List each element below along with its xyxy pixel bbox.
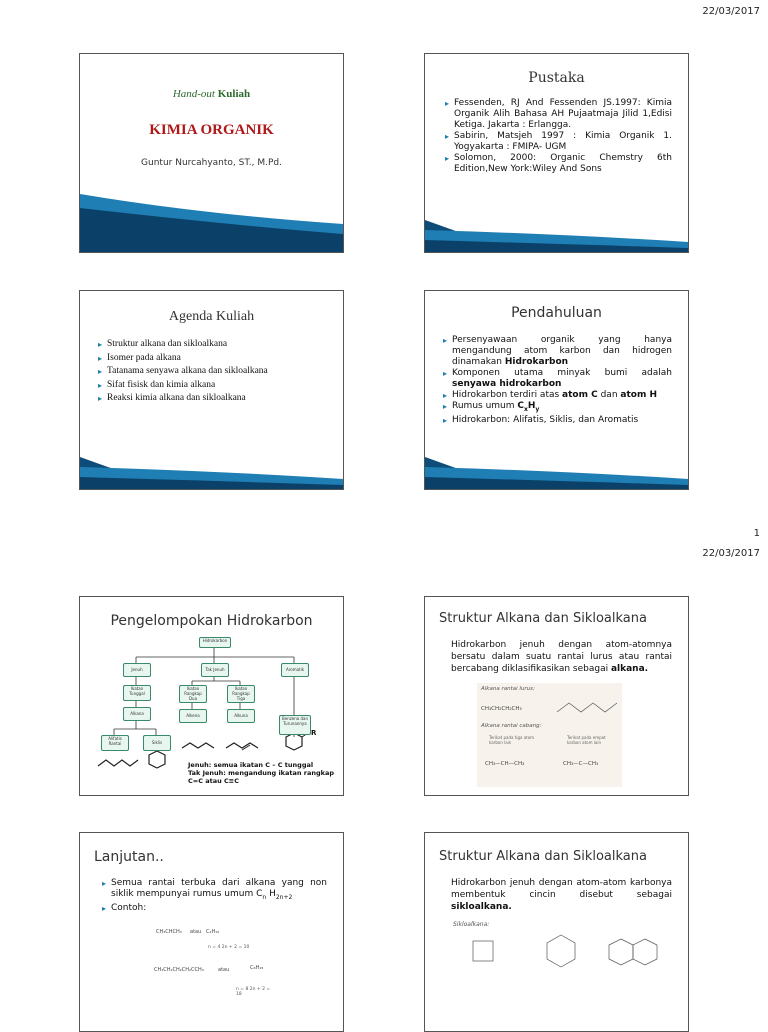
page-date: 22/03/2017 <box>702 548 760 559</box>
box-hidrokarbon: Hidrokarbon <box>199 637 231 648</box>
box-ikatan-rangkap-dua: Ikatan Rangkap Dua <box>179 685 207 703</box>
slide-pendahuluan <box>424 290 689 490</box>
wave-decoration <box>80 194 343 252</box>
lanjutan-item: ▸ Semua rantai terbuka dari alkana yang non siklik mempunyai rumus umum $C_n$ $H_{2n+2}$ <box>102 878 327 903</box>
box-aromatik: Aromatik <box>281 663 309 677</box>
box-siklis: Siklis <box>143 735 171 751</box>
wave-decoration <box>425 212 688 252</box>
slide-heading: Struktur Alkana dan Sikloalkana <box>439 611 647 626</box>
slide-title <box>79 53 344 253</box>
intro-item: ▸ Rumus umum $C_xH_y$ <box>443 401 672 415</box>
slide-heading: Pengelompokan Hidrokarbon <box>110 613 313 629</box>
alkana-examples: CH₃CHCH₃ atau C₄H₁₀ n = 4 2n + 2 = 10 CH₃CH₂CH₂CH₂CCH₃ atau C₈H₁₈ n = 8 2n + 2 = 18 <box>154 929 271 997</box>
intro-list <box>443 335 672 426</box>
saturation-note: Jenuh: semua ikatan C – C tunggal Tak Jenuh: mengandung ikatan rangkap C=C atau C≡C <box>188 761 334 785</box>
course-title: KIMIA ORGANIK <box>149 122 274 138</box>
slide-heading: Agenda Kuliah <box>168 309 255 324</box>
page-date: 22/03/2017 <box>702 6 760 17</box>
intro-item: ▸ Komponen utama minyak bumi adalah senyawa hidrokarbon <box>443 368 672 390</box>
page-number: 1 <box>753 528 760 539</box>
slide-heading: Pendahuluan <box>511 305 602 321</box>
alkana-figure: Alkana rantai lurus: CH₃CH₂CH₂CH₃ Alkana rantai cabang: Terikat pada tiga atom karbon lain Terikat pada empat karbon atom lain CH₃—CH—CH₃ CH₃—C—CH₃ <box>477 683 622 787</box>
slide-agenda <box>79 290 344 490</box>
sikloalkana-label: Sikloalkana: <box>453 921 490 928</box>
agenda-list <box>98 338 333 406</box>
slide-struktur-alkana <box>424 596 689 796</box>
slide-heading: Pustaka <box>528 70 585 86</box>
box-ikatan-tunggal: Ikatan Tunggal <box>123 685 151 701</box>
zigzag-structure <box>555 697 619 717</box>
slide-pengelompokan <box>79 596 344 796</box>
slide-heading: Lanjutan.. <box>94 849 164 865</box>
author: Guntur Nurcahyanto, ST., M.Pd. <box>141 158 282 168</box>
box-alkuna: Alkuna <box>227 709 255 723</box>
intro-item: ▸ Hidrokarbon: Alifatis, Siklis, dan Aromatis <box>443 415 672 426</box>
reference-item: ▸ Sabirin, Matsjeh 1997 : Kimia Organik 1. Yogyakarta : FMIPA- UGM <box>445 131 672 153</box>
slide-lanjutan <box>79 832 344 1032</box>
agenda-item: ▸ Tatanama senyawa alkana dan sikloalkana <box>98 365 333 379</box>
alkana-definition: Hidrokarbon jenuh dengan atom-atomnya bersatu dalam suatu rantai lurus atau rantai bercabang diklasifikasikan sebagai alkana. <box>451 640 672 674</box>
cycloalkane-structures <box>451 929 671 977</box>
lanjutan-item: ▸ Contoh: <box>102 903 327 914</box>
box-benzena: Benzena dan Turunannya <box>279 715 311 735</box>
reference-list <box>445 98 672 175</box>
box-tak-jenuh: Tak Jenuh <box>201 663 229 677</box>
intro-item: ▸ Persenyawaan organik yang hanya mengandung atom karbon dan hidrogen dinamakan Hidrokarbon <box>443 335 672 368</box>
sikloalkana-definition: Hidrokarbon jenuh dengan atom-atom karbonya membentuk cincin disebut sebagai sikloalkana. <box>451 878 672 912</box>
reference-item: ▸ Solomon, 2000: Organic Chemstry 6th Edition,New York:Wiley And Sons <box>445 153 672 175</box>
box-ikatan-rangkap-tiga: Ikatan Rangkap Tiga <box>227 685 255 703</box>
kuliah-text: Kuliah <box>217 88 251 100</box>
intro-item: ▸ Hidrokarbon terdiri atas atom C dan atom H <box>443 390 672 401</box>
box-alkana: Alkana <box>123 707 151 721</box>
slide-pustaka <box>424 53 689 253</box>
slide-heading: Struktur Alkana dan Sikloalkana <box>439 849 647 864</box>
box-alifatis: Alifatis Rantai <box>101 735 129 751</box>
agenda-item: ▸ Struktur alkana dan sikloalkana <box>98 338 333 352</box>
r-group-label: R <box>311 729 317 737</box>
wave-decoration <box>80 449 343 489</box>
slide-sikloalkana <box>424 832 689 1032</box>
lanjutan-list <box>102 878 327 914</box>
agenda-item: ▸ Isomer pada alkana <box>98 352 333 366</box>
handout-text: Hand-out <box>172 88 215 100</box>
agenda-item: ▸ Reaksi kimia alkana dan sikloalkana <box>98 392 333 406</box>
reference-item: ▸ Fessenden, RJ And Fessenden JS.1997: Kimia Organik Alih Bahasa AH Pujaatmaja Jilid 1,Edisi Ketiga. Jakarta : Erlangga. <box>445 98 672 131</box>
wave-decoration <box>425 449 688 489</box>
box-alkena: Alkena <box>179 709 207 723</box>
agenda-item: ▸ Sifat fisisk dan kimia alkana <box>98 379 333 393</box>
box-jenuh: Jenuh <box>123 663 151 677</box>
